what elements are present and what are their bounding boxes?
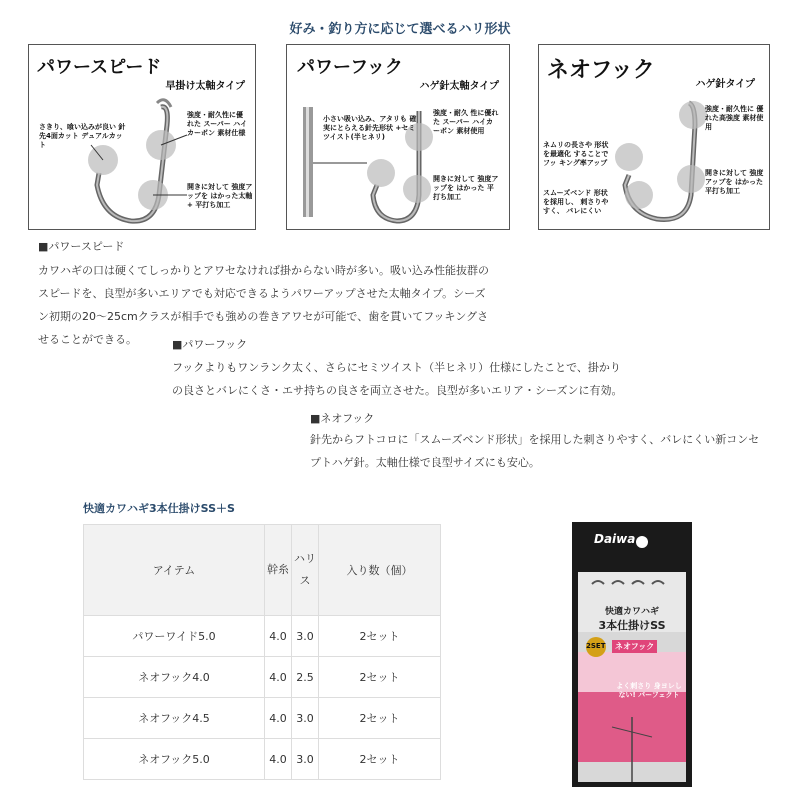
table-title: 快適カワハギ3本仕掛けSS＋S	[83, 502, 235, 515]
col-header-leader: ハリス	[292, 525, 319, 616]
feature-note: 開きに対して 強度アップを はかった 平打ち加工	[705, 169, 764, 195]
hook-card-neo-hook	[538, 44, 770, 230]
card-subtitle: ハゲ針タイプ	[695, 79, 755, 90]
section-title: ■パワーフック	[172, 338, 248, 351]
package-type-band: ネオフック	[612, 640, 657, 653]
feature-note: 開きに対して 強度アップを はかった太軸+ 平打ち加工	[187, 183, 253, 209]
section-line: フックよりもワンランク太く、さらにセミツイスト（半ヒネリ）仕様にしたことで、掛かり	[172, 361, 621, 374]
cell-quantity: 2セット	[319, 739, 441, 780]
table-row	[84, 657, 441, 698]
cell-item: ネオフック4.5	[84, 698, 265, 739]
section-line: スピードを、良型が多いエリアでも対応できるようパワーアップさせた太軸タイプ。シーズ	[38, 287, 486, 300]
feature-note: 強度・耐久 性に優れた スーパー ハイカーボン 素材使用	[433, 109, 499, 135]
feature-note: スムーズベンド 形状を採用し、 刺さりやすく、 バレにくい	[543, 189, 609, 215]
table-row	[84, 739, 441, 780]
cell-quantity: 2セット	[319, 657, 441, 698]
cell-main-line: 4.0	[265, 698, 292, 739]
card-subtitle: ハゲ針太軸タイプ	[419, 81, 499, 92]
section-title: ■ネオフック	[310, 412, 375, 425]
card-title: パワースピード	[37, 57, 162, 78]
col-header-quantity: 入り数（個）	[319, 525, 441, 616]
cell-item: ネオフック4.0	[84, 657, 265, 698]
section-line: プトハゲ針。太軸仕様で良型サイズにも安心。	[310, 456, 540, 469]
feature-note: 開きに対して 強度アップを はかった 平打ち加工	[433, 175, 499, 201]
package-illustration	[572, 522, 692, 787]
feature-note: 強度・耐久性に 優れた高強度 素材使用	[705, 105, 764, 131]
package-tagline: よく刺さり 身ヨレしない! パーフェクト	[616, 682, 682, 699]
cell-item: パワーワイド5.0	[84, 616, 265, 657]
table-row	[84, 698, 441, 739]
cell-leader: 2.5	[292, 657, 319, 698]
col-header-item: アイテム	[84, 525, 265, 616]
section-line: ン初期の20〜25cmクラスが相手でも強めの巻きアワセが可能で、歯を貫いてフッキングさ	[38, 310, 489, 323]
feature-note: 強度・耐久性に優れた スーパー ハイカーボン 素材仕様	[187, 111, 248, 137]
package-title-line2: 3本仕掛けSS	[598, 619, 666, 632]
card-subtitle: 早掛け太軸タイプ	[165, 81, 245, 92]
table-row	[84, 616, 441, 657]
cell-quantity: 2セット	[319, 698, 441, 739]
spec-table	[83, 524, 441, 780]
section-body	[172, 356, 692, 402]
package-set-badge: 2SET	[586, 642, 606, 650]
page-heading: 好み・釣り方に応じて選べるハリ形状	[289, 22, 511, 37]
section-body	[310, 428, 790, 474]
table-header-row	[84, 525, 441, 616]
cell-leader: 3.0	[292, 616, 319, 657]
section-line: カワハギの口は硬くてしっかりとアワセなければ掛からない時が多い。吸い込み性能抜群の	[38, 264, 489, 277]
feature-note: 小さい吸い込み、アタリも 確実にとらえる針先形状 +セミツイスト(半ヒネリ)	[323, 115, 417, 141]
hook-card-power-speed	[28, 44, 256, 230]
section-line: せることができる。	[38, 333, 137, 346]
cell-leader: 3.0	[292, 698, 319, 739]
section-line: の良さとバレにくさ・エサ持ちの良さを両立させた。良型が多いエリア・シーズンに有効。	[172, 384, 623, 397]
card-title: パワーフック	[297, 57, 403, 78]
cell-item: ネオフック5.0	[84, 739, 265, 780]
feature-note: ネムリの長さや 形状を最適化 することでフッ キング率アップ	[543, 141, 609, 167]
cell-leader: 3.0	[292, 739, 319, 780]
section-line: 針先からフトコロに「スムーズベンド形状」を採用した刺さりやすく、バレにくい新コンセ	[310, 433, 760, 446]
feature-note: さきり、喰い込みが良い 針先4面カット デュアルカット	[39, 123, 126, 149]
hook-card-power-hook	[286, 44, 510, 230]
package-brand: Daiwa	[594, 532, 636, 546]
section-body	[38, 259, 558, 351]
card-title: ネオフック	[547, 58, 655, 83]
section-title: ■パワースピード	[38, 240, 125, 253]
col-header-main-line: 幹糸	[265, 525, 292, 616]
product-package-image	[572, 522, 692, 787]
cell-quantity: 2セット	[319, 616, 441, 657]
package-title-line1: 快適カワハギ	[604, 607, 659, 617]
cell-main-line: 4.0	[265, 657, 292, 698]
cell-main-line: 4.0	[265, 739, 292, 780]
cell-main-line: 4.0	[265, 616, 292, 657]
